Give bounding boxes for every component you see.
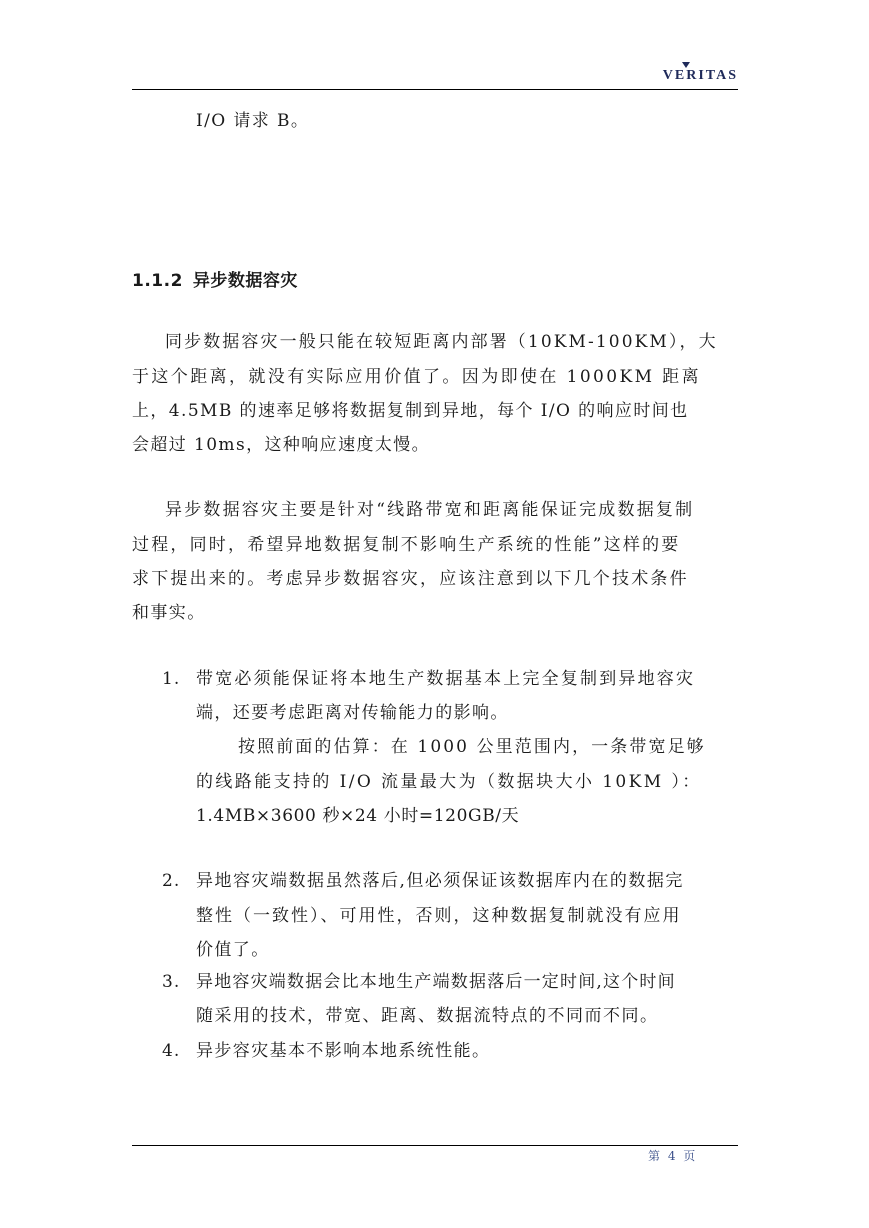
- list-item-line: 带宽必须能保证将本地生产数据基本上完全复制到异地容灾: [196, 669, 696, 689]
- list-item-line: 异地容灾端数据会比本地生产端数据落后一定时间,这个时间: [196, 972, 676, 992]
- section-heading: [132, 266, 298, 291]
- paragraph-line: 过程，同时，希望异地数据复制不影响生产系统的性能”这样的要: [132, 535, 681, 555]
- list-item-line: 异地容灾端数据虽然落后,但必须保证该数据库内在的数据完: [196, 871, 684, 891]
- list-item-number: 1.: [162, 669, 181, 689]
- list-item-line: 随采用的技术，带宽、距离、数据流特点的不同而不同。: [196, 1006, 659, 1026]
- veritas-logo: [656, 68, 738, 84]
- section-title: 异步数据容灾: [192, 271, 298, 291]
- list-item-subline: 按照前面的估算：在 1000 公里范围内，一条带宽足够: [238, 737, 706, 757]
- list-item-number: 3.: [162, 972, 181, 992]
- paragraph-line: 会超过 10ms，这种响应速度太慢。: [132, 435, 431, 455]
- paragraph-line: 异步数据容灾主要是针对“线路带宽和距离能保证完成数据复制: [165, 500, 695, 520]
- paragraph-line: 于这个距离，就没有实际应用价值了。因为即使在 1000KM 距离: [132, 367, 701, 387]
- logo-chevron-icon: [682, 62, 690, 68]
- paragraph-line: 和事实。: [132, 603, 206, 623]
- page-number: 第 4 页: [648, 1149, 698, 1163]
- section-number: 1.1.2: [132, 271, 183, 291]
- intro-line: I/O 请求 B。: [196, 111, 310, 131]
- list-item-line: 整性（一致性）、可用性，否则，这种数据复制就没有应用: [196, 906, 682, 926]
- paragraph-line: 上，4.5MB 的速率足够将数据复制到异地，每个 I/O 的响应时间也: [132, 401, 689, 421]
- list-item-line: 端，还要考虑距离对传输能力的影响。: [196, 703, 509, 723]
- paragraph-line: 求下提出来的。考虑异步数据容灾，应该注意到以下几个技术条件: [132, 569, 689, 589]
- list-item-line: 价值了。: [196, 940, 270, 960]
- list-item-line: 异步容灾基本不影响本地系统性能。: [196, 1041, 491, 1061]
- header-rule: [132, 89, 738, 90]
- logo-text: VERITAS: [662, 68, 738, 83]
- list-item-number: 2.: [162, 871, 181, 891]
- paragraph-line: 同步数据容灾一般只能在较短距离内部署（10KM-100KM），大: [165, 332, 718, 352]
- list-item-subline: 1.4MB×3600 秒×24 小时=120GB/天: [196, 806, 520, 826]
- footer-rule: [132, 1145, 738, 1146]
- list-item-subline: 的线路能支持的 I/O 流量最大为（数据块大小 10KM ）：: [196, 772, 702, 792]
- list-item-number: 4.: [162, 1041, 181, 1061]
